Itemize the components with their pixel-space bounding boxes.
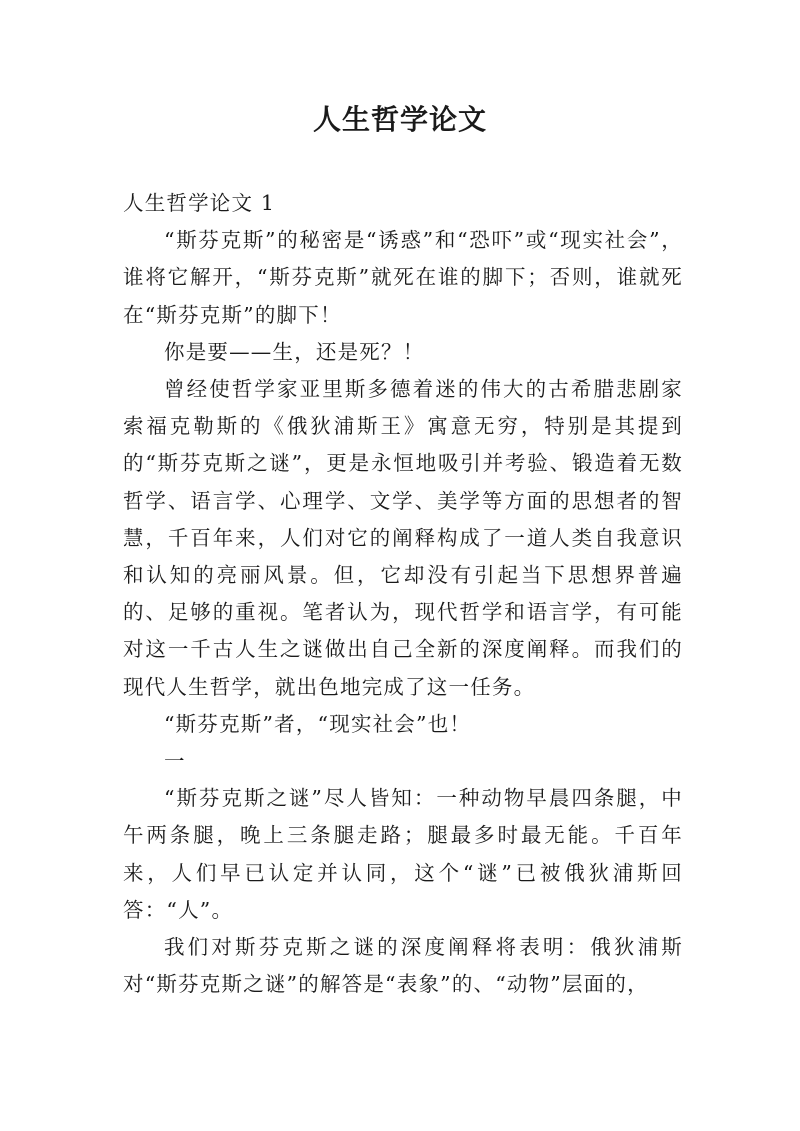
- document-body: [123, 185, 683, 1003]
- paragraph: 你是要——生，还是死？！: [164, 339, 425, 364]
- section-heading: 人生哲学论文 1: [123, 191, 276, 215]
- paragraph: “斯芬克斯之谜”尽人皆知：一种动物早晨四条腿，中午两条腿，晚上三条腿走路；腿最多时最无能。千百年来，人们早已认定并认同，这个“谜”已被俄狄浦斯回答：“人”。: [123, 786, 683, 922]
- paragraph: “斯芬克斯”的秘密是“诱惑”和“恐吓”或“现实社会”，谁将它解开，“斯芬克斯”就死在谁的脚下；否则，谁就死在“斯芬克斯”的脚下！: [123, 228, 683, 327]
- section-number: 一: [164, 749, 186, 774]
- paragraph: 我们对斯芬克斯之谜的深度阐释将表明：俄狄浦斯对“斯芬克斯之谜”的解答是“表象”的、“动物”层面的，: [123, 935, 683, 997]
- paragraph: 曾经使哲学家亚里斯多德着迷的伟大的古希腊悲剧家索福克勒斯的《俄狄浦斯王》寓意无穷，特别是其提到的“斯芬克斯之谜”，更是永恒地吸引并考验、锻造着无数哲学、语言学、心理学、文学、美学等方面的思想者的智慧，千百年来，人们对它的阐释构成了一道人类自我意识和认知的亮丽风景。但，它却没有引起当下思想界普遍的、足够的重视。笔者认为，现代哲学和语言学，有可能对这一千古人生之谜做出自己全新的深度阐释。而我们的现代人生哲学，就出色地完成了这一任务。: [123, 377, 683, 699]
- paragraph: “斯芬克斯”者，“现实社会”也！: [164, 711, 472, 736]
- document-title: 人生哲学论文: [312, 103, 487, 136]
